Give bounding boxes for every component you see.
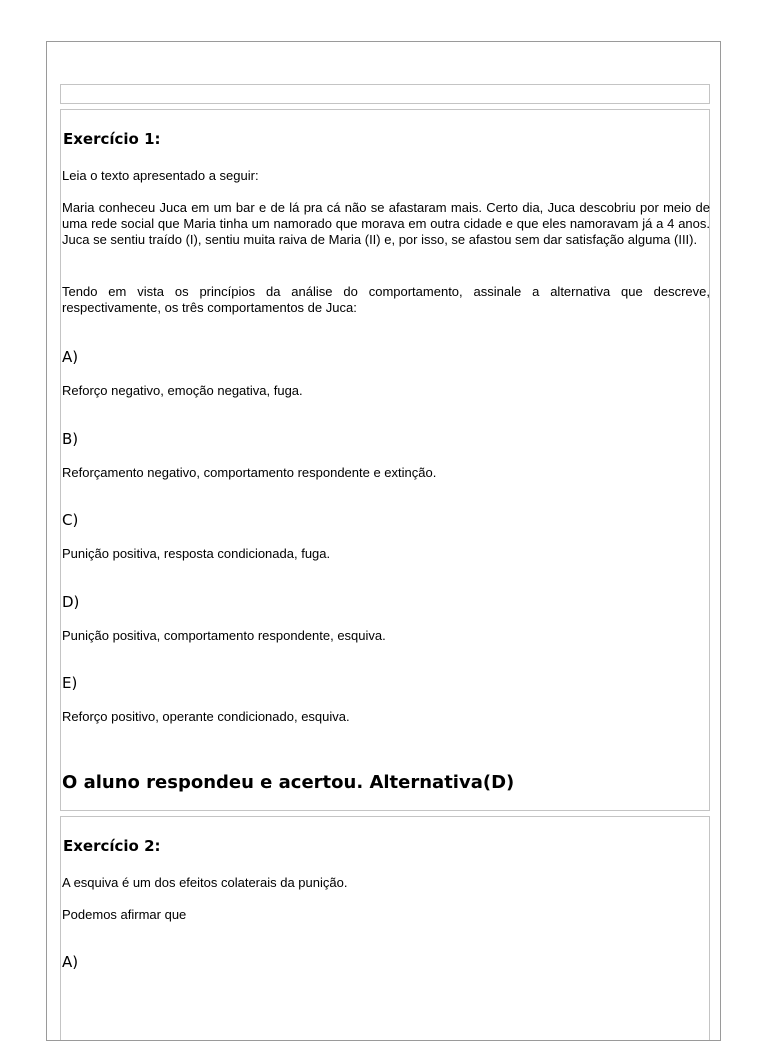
exercise-1-title: Exercício 1:	[63, 130, 161, 148]
option-d-text: Punição positiva, comportamento respondente, esquiva.	[62, 628, 386, 643]
exercise-2-intro: A esquiva é um dos efeitos colaterais da punição.	[62, 875, 348, 890]
header-box	[60, 84, 710, 104]
option-c-text: Punição positiva, resposta condicionada, fuga.	[62, 546, 331, 561]
option-c-letter: C)	[62, 511, 79, 529]
option-b-text: Reforçamento negativo, comportamento respondente e extinção.	[62, 465, 437, 480]
option-a-text: Reforço negativo, emoção negativa, fuga.	[62, 383, 303, 398]
option-e-text: Reforço positivo, operante condicionado, esquiva.	[62, 709, 350, 724]
exercise-1-question: Tendo em vista os princípios da análise do comportamento, assinale a alternativa que descreve, respectivamente, os três comportamentos de Juca:	[62, 284, 710, 315]
option-b-letter: B)	[62, 430, 79, 448]
exercise-2-title: Exercício 2:	[63, 837, 161, 855]
option-a-letter: A)	[62, 348, 79, 366]
exercise-1-result: O aluno respondeu e acertou. Alternativa(D)	[62, 772, 515, 793]
option-e-letter: E)	[62, 674, 78, 692]
exercise-2-card	[60, 816, 710, 1041]
exercise-1-card	[60, 109, 710, 811]
exercise-1-story: Maria conheceu Juca em um bar e de lá pra cá não se afastaram mais. Certo dia, Juca descobriu por meio de uma rede social que Maria tinha um namorado que morava em outra cidade e que eles namoravam já a 4 anos. Juca se sentiu traído (I), sentiu muita raiva de Maria (II) e, por isso, se afastou sem dar satisfação alguma (III).	[62, 200, 710, 247]
exercise-1-intro: Leia o texto apresentado a seguir:	[62, 168, 259, 183]
document-page	[46, 41, 721, 1041]
exercise-2-question: Podemos afirmar que	[62, 907, 187, 922]
option-a-letter: A)	[62, 953, 79, 971]
option-d-letter: D)	[62, 593, 80, 611]
